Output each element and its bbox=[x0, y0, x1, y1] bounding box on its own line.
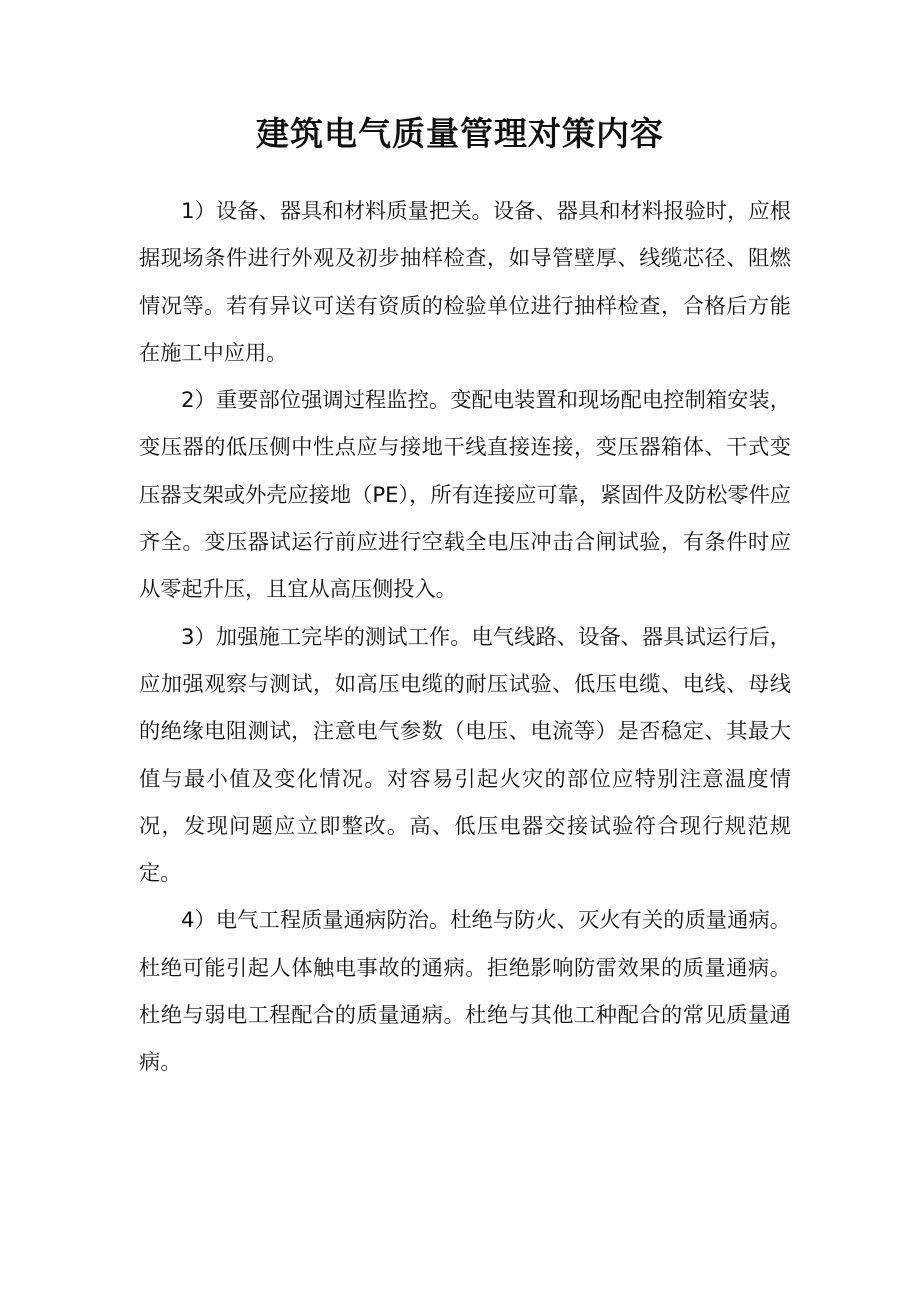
paragraph-4: 4）电气工程质量通病防治。杜绝与防火、灭火有关的质量通病。杜绝可能引起人体触电事故的通病。拒绝影响防雷效果的质量通病。杜绝与弱电工程配合的质量通病。杜绝与其他工种配合的常见质量通病。 bbox=[139, 907, 791, 1075]
paragraph-3: 3）加强施工完毕的测试工作。电气线路、设备、器具试运行后，应加强观察与测试，如高压电缆的耐压试验、低压电缆、电线、母线的绝缘电阻测试，注意电气参数（电压、电流等）是否稳定、其最大值与最小值及变化情况。对容易引起火灾的部位应特别注意温度情况，发现问题应立即整改。高、低压电器交接试验符合现行规范规定。 bbox=[139, 623, 791, 886]
document-body bbox=[139, 187, 791, 1086]
paragraph-1: 1）设备、器具和材料质量把关。设备、器具和材料报验时，应根据现场条件进行外观及初步抽样检查，如导管壁厚、线缆芯径、阻燃情况等。若有异议可送有资质的检验单位进行抽样检查，合格后方能在施工中应用。 bbox=[139, 198, 791, 365]
document-title: 建筑电气质量管理对策内容 bbox=[256, 114, 664, 153]
paragraph-2: 2）重要部位强调过程监控。变配电装置和现场配电控制箱安装，变压器的低压侧中性点应与接地干线直接连接，变压器箱体、干式变压器支架或外壳应接地（PE），所有连接应可靠，紧固件及防松零件应齐全。变压器试运行前应进行空载全电压冲击合闸试验，有条件时应从零起升压，且宜从高压侧投入。 bbox=[139, 387, 791, 602]
